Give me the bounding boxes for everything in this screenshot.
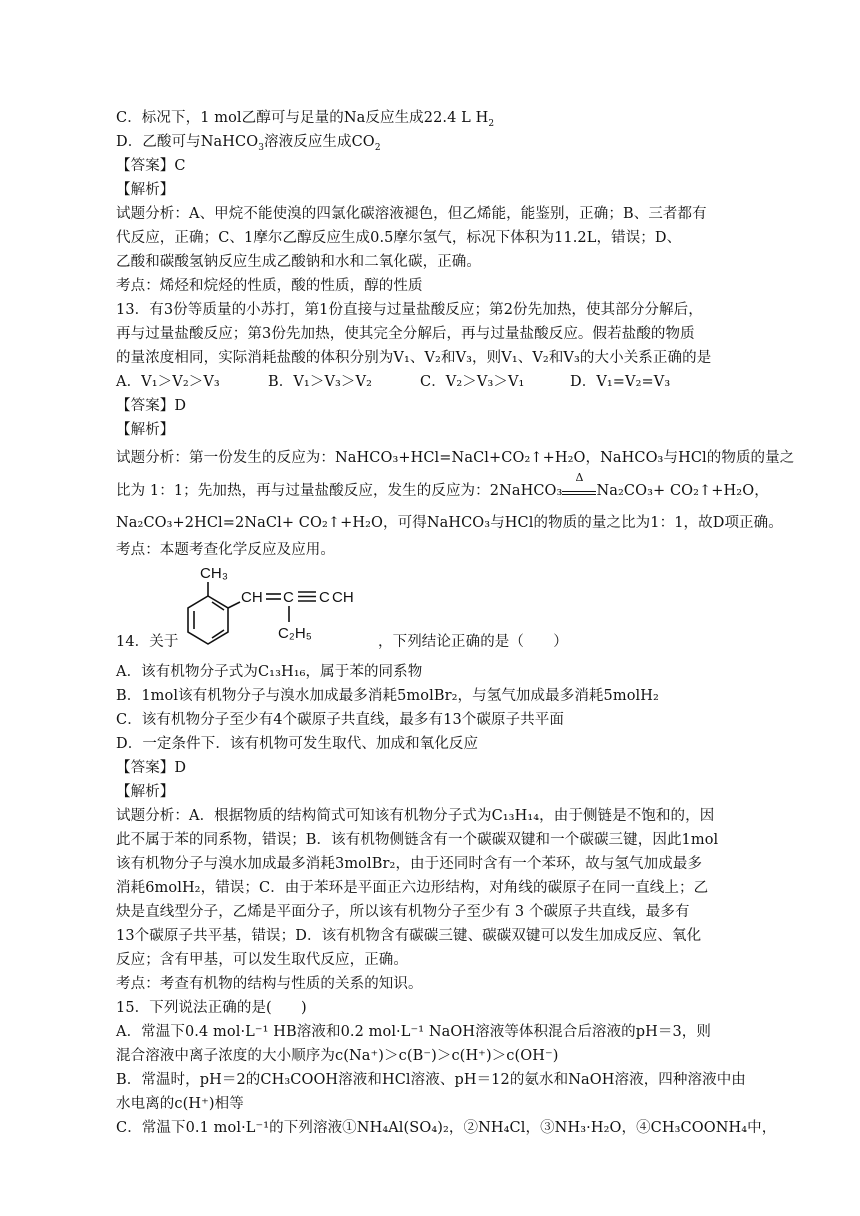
q14-option-a: A．该有机物分子式为C₁₃H₁₆，属于苯的同系物	[116, 664, 423, 680]
ring-to-chain-bond	[228, 602, 240, 608]
q12-analysis-line: 试题分析：A、甲烷不能使溴的四氯化碳溶液褪色，但乙烯能，能鉴别，正确；B、三者都有	[116, 206, 707, 222]
q12-option-d-text: D．乙酸可与NaHCO	[116, 134, 259, 150]
q13-answer: 【答案】D	[116, 398, 187, 414]
q13-analysis-line: Na₂CO₃+2HCl=2NaCl+ CO₂↑+H₂O，可得NaHCO₃与HCl的物质的量之比为1：1，故D项正确。	[116, 515, 783, 531]
q12-option-c-text: C．标况下，1 mol乙醇可与足量的Na反应生成22.4 L H	[116, 110, 489, 126]
q12-analysis-line: 乙酸和碳酸氢钠反应生成乙酸钠和水和二氧化碳，正确。	[116, 254, 481, 270]
c-label: C	[283, 589, 294, 606]
q13-analysis-line-2a: 比为 1：1；先加热，再与过量盐酸反应，发生的反应为：2NaHCO₃	[116, 483, 563, 499]
q13-stem-line: 再与过量盐酸反应；第3份先加热，使其完全分解后，再与过量盐酸反应。假若盐酸的物质	[116, 326, 695, 342]
q14-answer: 【答案】D	[116, 760, 187, 776]
q12-analysis-line: 代反应，正确；C、1摩尔乙醇反应生成0.5摩尔氢气，标况下体积为11.2L，错误；D、	[116, 230, 682, 246]
q12-option-d-tail: 溶液反应生成CO	[264, 134, 375, 150]
q12-point: 考点：烯烃和烷烃的性质，酸的性质，醇的性质	[116, 278, 423, 294]
q14-stem-row	[116, 562, 740, 654]
q13-options	[116, 370, 740, 394]
structural-formula-diagram	[186, 562, 376, 654]
ch3-label: CH₃	[200, 565, 229, 582]
q13-analysis-line-2	[116, 471, 769, 508]
q15-line: C．常温下0.1 mol·L⁻¹的下列溶液①NH₄Al(SO₄)₂，②NH₄Cl，③NH₃·H₂O，④CH₃COONH₄中，	[116, 1120, 777, 1136]
q13-option-a: A．V₁＞V₂＞V₃	[116, 374, 220, 390]
q14-analysis-line: 此不属于苯的同系物，错误；B．该有机物侧链含有一个碳碳双键和一个碳碳三键，因此1mol	[116, 832, 719, 848]
ring-double-bond	[212, 602, 224, 610]
document-page	[116, 106, 795, 1140]
ch-label: CH	[241, 589, 263, 606]
q13-stem-line: 的量浓度相同，实际消耗盐酸的体积分别为V₁、V₂和V₃，则V₁、V₂和V₃的大小关系正确的是	[116, 350, 712, 366]
q14-analysis-line: 13个碳原子共平基，错误；D．该有机物含有碳碳三键、碳碳双键可以发生加成反应、氧化	[116, 928, 702, 944]
q14-point: 考点：考查有机物的结构与性质的关系的知识。	[116, 976, 423, 992]
q14-option-c: C．该有机物分子至少有4个碳原子共直线，最多有13个碳原子共平面	[116, 712, 564, 728]
q13-option-d: D．V₁=V₂=V₃	[570, 374, 671, 390]
q14-option-b: B．1mol该有机物分子与溴水加成最多消耗5molBr₂，与氢气加成最多消耗5molH₂	[116, 688, 659, 704]
q14-analysis-line: 炔是直线型分子，乙烯是平面分子，所以该有机物分子至少有 3 个碳原子共直线，最多有	[116, 904, 690, 920]
q15-line: A．常温下0.4 mol·L⁻¹ HB溶液和0.2 mol·L⁻¹ NaOH溶液等体积混合后溶液的pH＝3，则	[116, 1024, 711, 1040]
q14-analysis-title: 【解析】	[116, 784, 175, 800]
equals-sign	[562, 491, 596, 495]
q13-option-b: B．V₁＞V₃＞V₂	[268, 374, 373, 390]
c2h5-label: C₂H₅	[278, 625, 312, 642]
q13-analysis-line-2b: Na₂CO₃+ CO₂↑+H₂O，	[596, 483, 769, 499]
q14-analysis-line: 该有机物分子与溴水加成最多消耗3molBr₂，由于还同时含有一个苯环，故与氢气加成最多	[116, 856, 703, 872]
heat-condition-equals	[562, 471, 596, 495]
ch-end-label: CH	[332, 589, 354, 606]
q13-option-c: C．V₂＞V₃＞V₁	[420, 374, 525, 390]
q12-analysis-title: 【解析】	[116, 182, 175, 198]
q15-line: 水电离的c(H⁺)相等	[116, 1096, 244, 1112]
q15-stem: 15．下列说法正确的是( )	[116, 1000, 307, 1016]
q14-option-d: D．一定条件下．该有机物可发生取代、加成和氧化反应	[116, 736, 479, 752]
q12-option-d	[116, 130, 740, 154]
ring-double-bond	[212, 630, 224, 638]
delta-symbol: Δ	[575, 471, 584, 484]
q14-analysis-line: 试题分析：A．根据物质的结构简式可知该有机物分子式为C₁₃H₁₄，由于侧链是不饱和的，因	[116, 808, 715, 824]
q15-line: 混合溶液中离子浓度的大小顺序为c(Na⁺)＞c(B⁻)＞c(H⁺)＞c(OH⁻)	[116, 1048, 559, 1064]
q13-analysis-title: 【解析】	[116, 422, 175, 438]
q13-analysis-line: 试题分析：第一份发生的反应为：NaHCO₃+HCl=NaCl+CO₂↑+H₂O，NaHCO₃与HCl的物质的量之	[116, 450, 795, 466]
q12-option-c-sub: 2	[488, 118, 495, 129]
q15-line: B．常温时，pH＝2的CH₃COOH溶液和HCl溶液、pH＝12的氨水和NaOH溶液，四种溶液中由	[116, 1072, 746, 1088]
q14-analysis-line: 反应；含有甲基，可以发生取代反应，正确。	[116, 952, 408, 968]
q12-answer: 【答案】C	[116, 158, 186, 174]
c-label-2: C	[319, 589, 330, 606]
q12-option-d-sub2: 2	[374, 142, 381, 153]
q14-analysis-line: 消耗6molH₂，错误；C．由于苯环是平面正六边形结构，对角线的碳原子在同一直线上；乙	[116, 880, 709, 896]
q14-stem-lead: 14．关于	[116, 634, 179, 650]
q13-stem-line: 13．有3份等质量的小苏打，第1份直接与过量盐酸反应；第2份先加热，使其部分分解后，	[116, 302, 703, 318]
q14-stem-tail: ，下列结论正确的是（ ）	[378, 634, 568, 650]
q12-option-d-sub: 3	[258, 142, 265, 153]
q13-point: 考点：本题考查化学反应及应用。	[116, 542, 335, 558]
q12-option-c	[116, 106, 740, 130]
